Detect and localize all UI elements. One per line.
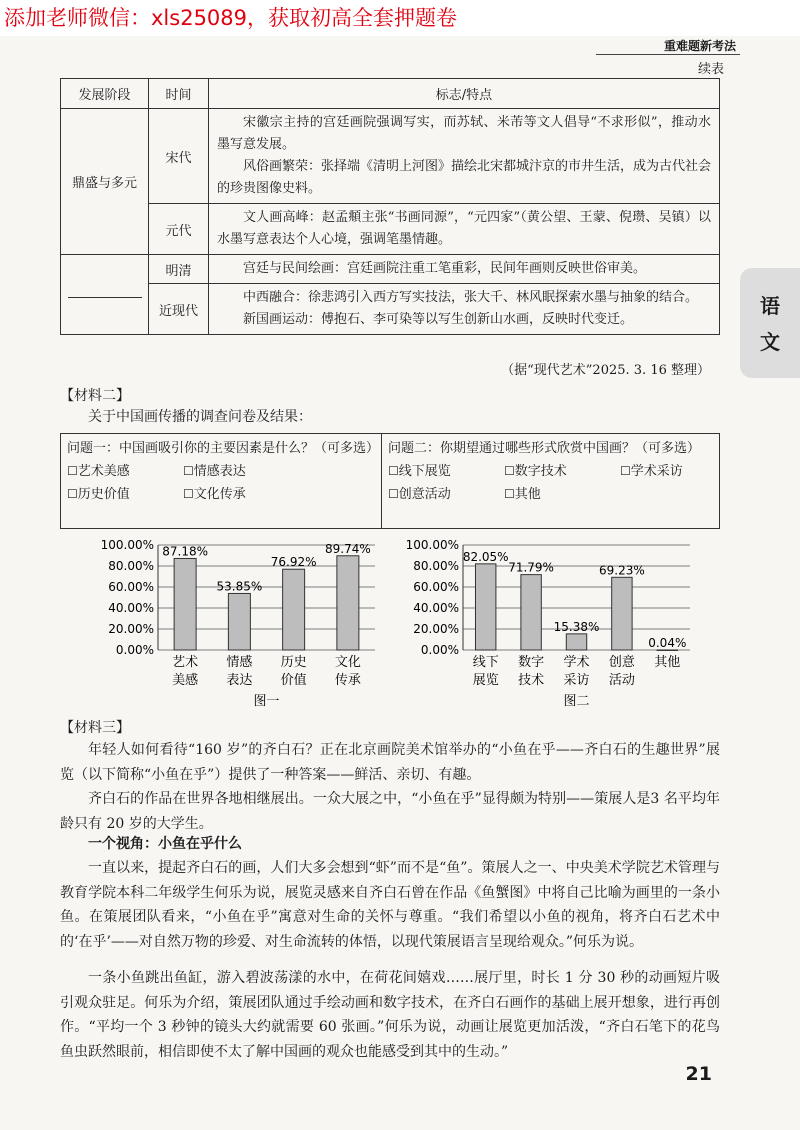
chart-figure-2 (395, 535, 695, 715)
question1-options (67, 460, 375, 506)
x-tick-label: 展览 (472, 673, 499, 688)
blank-stage-cell (61, 255, 149, 335)
material3-para-4: 一条小鱼跳出鱼缸，游入碧波荡漾的水中，在荷花间嬉戏……展厅里，时长 1 分 30 秒的动画短片吸引观众驻足。何乐为介绍，策展团队通过手绘动画和数字技术，在齐白石画作的基础上展开想象，进行再创作。“平均一个 3 秒钟的镜头大约就需要 60 张画。”何乐为说，动画让展览更加活泼，“齐白石笔下的花鸟鱼虫跃然眼前，相信即使不太了解中国画的观众也能感受到其中的生动。” (60, 970, 720, 1060)
q1-option: ☐ 历史价值 (67, 483, 183, 506)
song-text-1: 宋徽宗主持的宫廷画院强调写实，而苏轼、米芾等文人倡导“不求形似”，推动水墨写意发展。 (217, 115, 711, 152)
modern-text-1: 中西融合：徐悲鸿引入西方写实技法，张大千、林风眠探索水墨与抽象的结合。 (243, 290, 699, 305)
q2-option: ☐ 创意活动 (388, 483, 504, 506)
yuan-content (209, 204, 720, 255)
x-tick-label: 艺术 (172, 655, 199, 670)
y-tick-label: 20.00% (413, 622, 459, 636)
chart-figure-1 (90, 535, 380, 715)
bar (521, 575, 541, 650)
fill-in-blank (68, 297, 142, 298)
stage-cell: 鼎盛与多元 (61, 109, 149, 255)
bar (475, 564, 495, 650)
col-header-time: 时间 (149, 79, 209, 109)
x-tick-label: 文化 (334, 655, 361, 670)
era-ming: 明清 (149, 255, 209, 284)
data-label: 87.18% (162, 544, 209, 559)
question2-options (388, 460, 713, 506)
q2-option: ☐ 学术采访 (620, 460, 736, 483)
data-label: 76.92% (270, 555, 317, 570)
y-tick-label: 40.00% (413, 601, 459, 615)
y-tick-label: 100.00% (100, 538, 154, 552)
x-tick-label: 表达 (226, 673, 253, 688)
q1-option: ☐ 文化传承 (183, 483, 299, 506)
modern-content (209, 284, 720, 335)
y-tick-label: 80.00% (413, 559, 459, 573)
data-label: 89.74% (324, 541, 371, 556)
song-content (209, 109, 720, 204)
ming-text-1: 宫廷与民间绘画：宫廷画院注重工笔重彩，民间年画则反映世俗审美。 (243, 261, 647, 276)
table-source: （据“现代艺术”2025. 3. 16 整理） (501, 363, 710, 378)
x-tick-label: 数字 (518, 655, 545, 670)
bar (337, 556, 359, 650)
bar (612, 577, 632, 650)
data-label: 69.23% (599, 563, 645, 578)
x-tick-label: 历史 (280, 655, 307, 670)
bar (228, 593, 250, 650)
x-tick-label: 采访 (563, 673, 590, 688)
promo-banner: 添加老师微信：xls25089，获取初高全套押题卷 (0, 0, 800, 36)
chart-title: 图二 (563, 694, 590, 709)
y-tick-label: 0.00% (420, 643, 459, 657)
question1-text: 问题一：中国画吸引你的主要因素是什么？（可多选） (67, 441, 380, 456)
x-tick-label: 美感 (172, 673, 199, 688)
chart-title: 图一 (253, 694, 280, 709)
header-title: 重难题新考法 (663, 39, 736, 53)
question2-text: 问题二：你期望通过哪些形式欣赏中国画？（可多选） (388, 441, 701, 456)
material3-para-1: 年轻人如何看待“160 岁”的齐白石？正在北京画院美术馆举办的“小鱼在乎——齐白石的生趣世界”展览（以下简称“小鱼在乎”）提供了一种答案——鲜活、亲切、有趣。 (60, 742, 720, 783)
data-label: 15.38% (553, 619, 600, 634)
era-modern: 近现代 (149, 284, 209, 335)
era-yuan: 元代 (149, 204, 209, 255)
material3-para-3: 一直以来，提起齐白石的画，人们大多会想到“虾”而不是“鱼”。策展人之一、中央美术学院艺术管理与教育学院本科二年级学生何乐为说，展览灵感来自齐白石曾在作品《鱼蟹图》中将自己比喻为画里的一条小鱼。在策展团队看来，“小鱼在乎”寓意对生命的关怀与尊重。“我们希望以小鱼的视角，将齐白石艺术中的‘在乎’——对自然万物的珍爱、对生命流转的体悟，以现代策展语言呈现给观众。”何乐为说。 (60, 860, 720, 950)
material3-para-2: 齐白石的作品在世界各地相继展出。一众大展之中，“小鱼在乎”显得颇为特别——策展人是3 名平均年龄只有 20 岁的大学生。 (60, 791, 720, 832)
q2-option: ☐ 数字技术 (504, 460, 620, 483)
q2-option: ☐ 线下展览 (388, 460, 504, 483)
q2-option: ☐ 其他 (504, 483, 620, 506)
x-tick-label: 技术 (518, 673, 545, 688)
bar (566, 634, 586, 650)
material3-label: 【材料三】 (60, 720, 130, 736)
x-tick-label: 活动 (608, 673, 635, 688)
y-tick-label: 60.00% (413, 580, 459, 594)
song-text-2: 风俗画繁荣：张择端《清明上河图》描绘北宋都城汴京的市井生活，成为古代社会的珍贵图像史料。 (217, 159, 712, 196)
side-tab-char-1: 语 (760, 294, 780, 318)
material3-subtitle: 一个视角：小鱼在乎什么 (88, 836, 242, 852)
x-tick-label: 其他 (654, 655, 681, 670)
y-tick-label: 20.00% (108, 622, 154, 636)
x-tick-label: 传承 (334, 673, 361, 688)
col-header-feature: 标志/特点 (209, 79, 720, 109)
x-tick-label: 线下 (472, 655, 499, 670)
side-tab-char-2: 文 (760, 330, 780, 354)
q1-option: ☐ 艺术美感 (67, 460, 183, 483)
x-tick-label: 价值 (280, 673, 307, 688)
yuan-text-1: 文人画高峰：赵孟頫主张“书画同源”，“元四家”（黄公望、王蒙、倪瓒、吴镇）以水墨写意表达个人心境，强调笔墨情趣。 (217, 210, 711, 247)
col-header-stage: 发展阶段 (61, 79, 149, 109)
y-tick-label: 40.00% (108, 601, 154, 615)
history-table (60, 78, 720, 335)
x-tick-label: 情感 (226, 655, 253, 670)
data-label: 71.79% (508, 560, 554, 575)
data-label: 53.85% (216, 579, 263, 594)
ming-content (209, 255, 720, 284)
y-tick-label: 100.00% (405, 538, 459, 552)
question2-box (381, 433, 720, 529)
bar (283, 569, 305, 650)
question1-box (60, 433, 382, 529)
y-tick-label: 0.00% (115, 643, 154, 657)
x-tick-label: 创意 (608, 655, 635, 670)
material2-intro: 关于中国画传播的调查问卷及结果： (88, 409, 312, 425)
y-tick-label: 80.00% (108, 559, 154, 573)
data-label: 82.05% (462, 549, 509, 564)
x-tick-label: 学术 (563, 655, 590, 670)
header-rule (596, 54, 740, 55)
y-tick-label: 60.00% (108, 580, 154, 594)
data-label: 0.04% (648, 635, 687, 650)
q1-option: ☐ 情感表达 (183, 460, 299, 483)
page-number: 21 (685, 1063, 712, 1085)
era-song: 宋代 (149, 109, 209, 204)
subject-side-tab (740, 268, 800, 378)
bar (174, 558, 196, 650)
continued-label: 续表 (697, 62, 724, 77)
modern-text-2: 新国画运动：傅抱石、李可染等以写生创新山水画，反映时代变迁。 (243, 312, 634, 327)
material2-label: 【材料二】 (60, 388, 130, 404)
bar (657, 650, 677, 651)
